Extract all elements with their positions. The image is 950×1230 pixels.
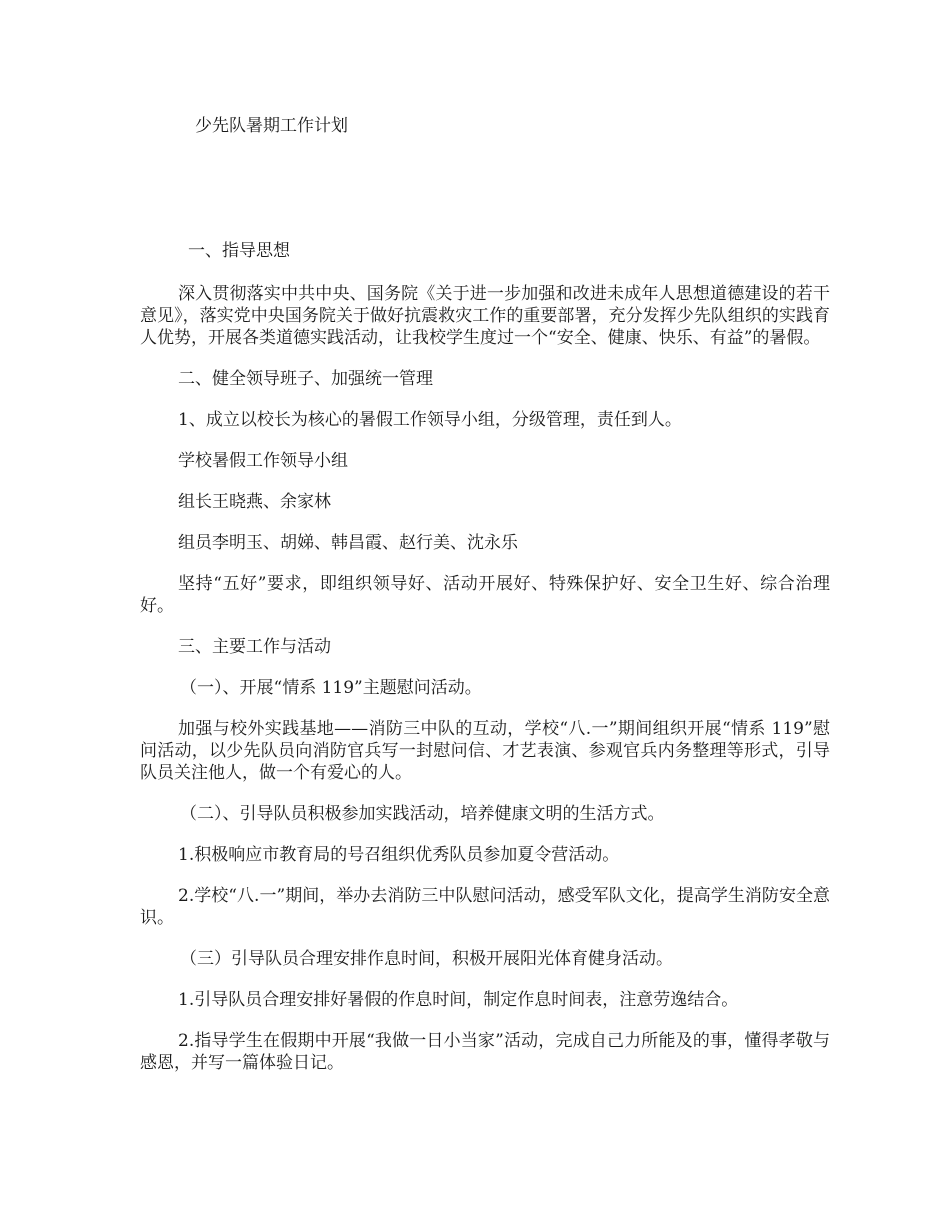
paragraph-group-name: 学校暑假工作领导小组: [178, 451, 348, 471]
paragraph-activity-two-item-1: 1.积极响应市教育局的号召组织优秀队员参加夏令营活动。: [178, 845, 620, 865]
paragraph-group-members: 组员李明玉、胡娣、韩昌霞、赵行美、沈永乐: [178, 533, 518, 553]
paragraph-activity-three-item-1: 1.引导队员合理安排好暑假的作息时间，制定作息时间表，注意劳逸结合。: [178, 990, 739, 1010]
section-heading-guiding-ideology: 一、指导思想: [188, 241, 290, 261]
paragraph-activity-three-item-2: 2.指导学生在假期中开展“我做一日小当家”活动，完成自己力所能及的事，懂得孝敬与感恩，并写一篇体验日记。: [140, 1031, 830, 1073]
paragraph-leadership-group: 1、成立以校长为核心的暑假工作领导小组，分级管理，责任到人。: [178, 410, 682, 430]
paragraph-guiding-ideology: 深入贯彻落实中共中央、国务院《关于进一步加强和改进未成年人思想道德建设的若干意见》，落实党中央国务院关于做好抗震救灾工作的重要部署，充分发挥少先队组织的实践育人优势，开展各类道德实践活动，让我校学生度过一个“安全、健康、快乐、有益”的暑假。: [140, 284, 830, 348]
document-title: 少先队暑期工作计划: [195, 116, 348, 136]
document-body: [140, 240, 830, 1093]
paragraph-five-goods: 坚持“五好”要求，即组织领导好、活动开展好、特殊保护好、安全卫生好、综合治理好。: [140, 574, 830, 616]
section-heading-main-work: 三、主要工作与活动: [178, 637, 331, 657]
paragraph-activity-two-item-2: 2.学校“八.一”期间，举办去消防三中队慰问活动，感受军队文化，提高学生消防安全意识。: [140, 886, 830, 928]
paragraph-group-leaders: 组长王晓燕、余家林: [178, 492, 331, 512]
section-heading-leadership: 二、健全领导班子、加强统一管理: [178, 369, 433, 389]
subheading-activity-three: （三）引导队员合理安排作息时间，积极开展阳光体育健身活动。: [180, 949, 673, 969]
subheading-activity-one: （一）、开展“情系 119”主题慰问活动。: [180, 678, 482, 698]
subheading-activity-two: （二）、引导队员积极参加实践活动，培养健康文明的生活方式。: [180, 804, 665, 824]
paragraph-activity-one: 加强与校外实践基地——消防三中队的互动，学校“八.一”期间组织开展“情系 119”慰问活动，以少先队员向消防官兵写一封慰问信、才艺表演、参观官兵内务整理等形式，引导队员关注他人，做一个有爱心的人。: [140, 719, 830, 783]
